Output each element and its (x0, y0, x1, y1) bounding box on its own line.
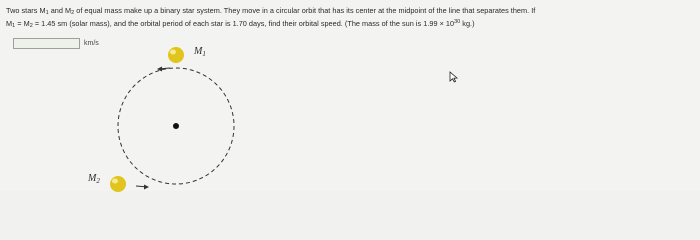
star-m1 (168, 47, 184, 63)
star-m2-highlight (112, 179, 118, 184)
problem-statement (6, 4, 696, 30)
binary-star-diagram (88, 46, 266, 191)
star-m1-highlight (170, 50, 176, 55)
m2-subscript: 2 (71, 10, 75, 16)
star-m2 (110, 176, 126, 192)
exponent: 30 (454, 19, 461, 25)
speed-answer-input[interactable] (13, 38, 80, 49)
mouse-cursor-icon (448, 71, 460, 83)
answer-row (13, 38, 99, 49)
problem-line-2: $M_1 = M_2 = 1.45$ sm (solar mass), and the orbital period of each star is 1.70 days, find their orbital speed. (The mass of the sun is $1.99 \times 10^{30}$ kg.) (6, 19, 475, 29)
m1-subscript: 1 (45, 10, 49, 16)
star-m1-label: $M_1$ (194, 46, 206, 58)
m1-symbol: M (39, 6, 46, 15)
problem-line-1: Two stars $M_1$ and $M_2$ of equal mass make up a binary star system. They move in a circular orbit that has its center at the midpoint of the line that separates them. If (6, 6, 536, 16)
star-m2-label: $M_2$ (88, 173, 100, 185)
center-of-mass-dot (173, 123, 179, 129)
m2-symbol: M (65, 6, 72, 15)
unit-label: km/s (84, 40, 99, 47)
orbit-arrow-bottom (136, 185, 149, 190)
